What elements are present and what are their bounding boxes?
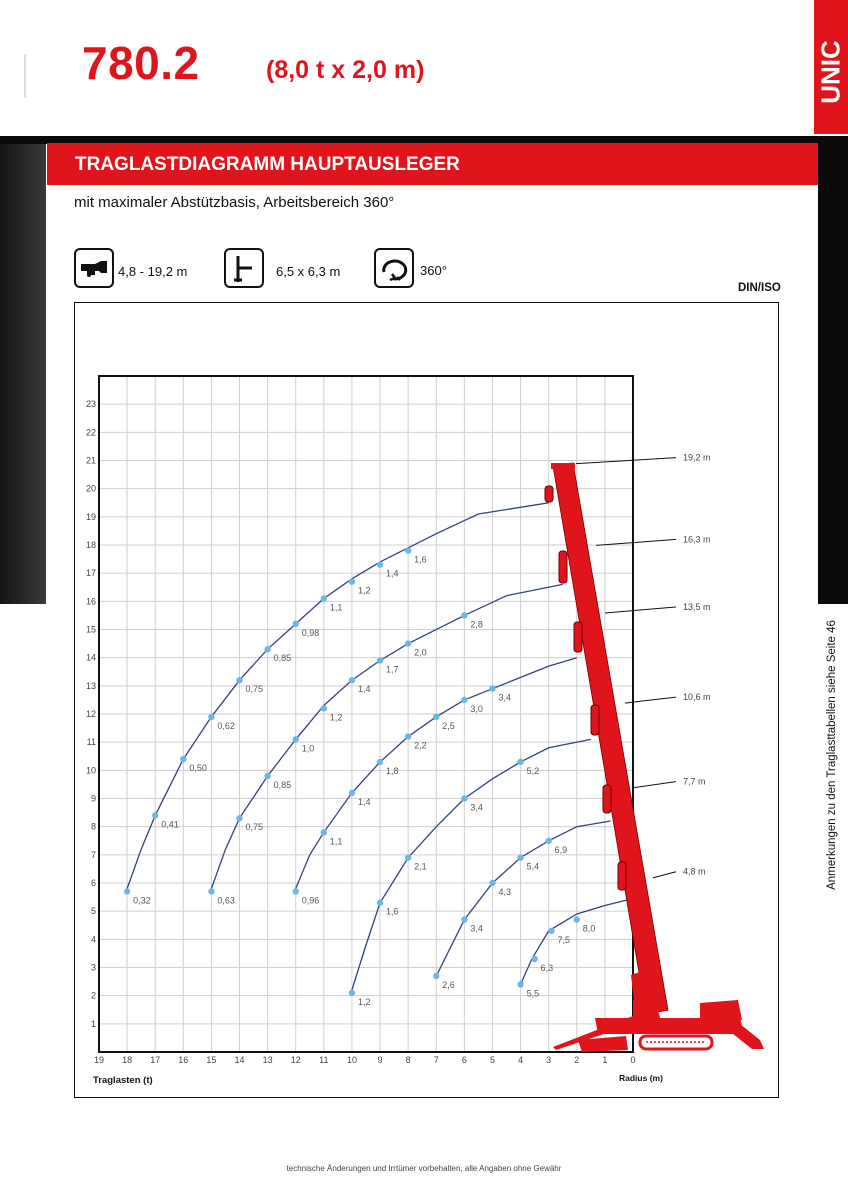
x-tick-label: 4 bbox=[518, 1055, 524, 1065]
model-capacity: (8,0 t x 2,0 m) bbox=[266, 56, 425, 84]
data-point bbox=[349, 990, 355, 996]
data-point bbox=[531, 956, 537, 962]
x-tick-label: 2 bbox=[574, 1055, 580, 1065]
x-tick-label: 6 bbox=[461, 1055, 467, 1065]
point-label: 2,6 bbox=[442, 979, 455, 990]
footer-note: technische Änderungen und Irrtümer vorbehalten, alle Angaben ohne Gewähr bbox=[286, 1164, 562, 1173]
standard-label: DIN/ISO bbox=[738, 282, 781, 294]
data-point bbox=[574, 916, 580, 922]
y-tick-label: 17 bbox=[85, 568, 96, 579]
boom-length-label: 19,2 m bbox=[683, 452, 711, 463]
outrigger-label: 6,5 x 6,3 m bbox=[276, 264, 341, 279]
load-curve bbox=[436, 821, 610, 976]
section-title: TRAGLASTDIAGRAMM HAUPTAUSLEGER bbox=[75, 154, 460, 175]
point-label: 2,5 bbox=[442, 720, 455, 731]
point-label: 0,98 bbox=[301, 627, 320, 638]
data-point bbox=[377, 759, 383, 765]
section-subtitle: mit maximaler Abstützbasis, Arbeitsbereich 360° bbox=[74, 194, 395, 211]
boom-length-label: 4,8 - 19,2 m bbox=[118, 264, 188, 279]
data-point bbox=[293, 888, 299, 894]
y-tick-label: 5 bbox=[90, 906, 96, 917]
data-point bbox=[405, 547, 411, 553]
point-label: 1,8 bbox=[386, 765, 399, 776]
point-label: 4,3 bbox=[498, 887, 511, 897]
data-point bbox=[208, 714, 214, 720]
point-label: 2,2 bbox=[414, 740, 427, 751]
point-label: 0,96 bbox=[301, 895, 320, 906]
x-tick-label: 16 bbox=[178, 1055, 189, 1065]
data-point bbox=[208, 888, 214, 894]
data-point bbox=[180, 756, 186, 762]
point-label: 2,8 bbox=[470, 619, 483, 630]
y-tick-label: 21 bbox=[85, 455, 96, 466]
y-tick-label: 20 bbox=[85, 483, 96, 494]
data-point bbox=[461, 697, 467, 703]
x-tick-label: 1 bbox=[602, 1055, 608, 1065]
x-tick-label: 18 bbox=[122, 1055, 133, 1065]
y-tick-label: 6 bbox=[90, 878, 96, 888]
data-point bbox=[377, 900, 383, 906]
boom-length-label: 16,3 m bbox=[683, 534, 711, 545]
point-label: 3,4 bbox=[470, 923, 483, 934]
point-label: 3,4 bbox=[498, 692, 511, 703]
side-note: Anmerkungen zu den Traglasttabellen siehe Seite 46 bbox=[826, 620, 838, 890]
point-label: 3,4 bbox=[470, 802, 483, 813]
boom-length-label: 4,8 m bbox=[683, 866, 706, 877]
y-tick-label: 19 bbox=[85, 511, 96, 522]
point-label: 1,2 bbox=[357, 585, 371, 596]
data-point bbox=[433, 714, 439, 720]
boom-length-label: 13,5 m bbox=[683, 601, 711, 612]
x-tick-label: 12 bbox=[290, 1055, 301, 1065]
y-tick-label: 7 bbox=[90, 849, 96, 860]
point-label: 3,0 bbox=[470, 703, 483, 714]
data-point bbox=[405, 733, 411, 739]
point-label: 1,0 bbox=[301, 743, 315, 754]
load-curve bbox=[127, 503, 549, 889]
load-curve bbox=[352, 739, 591, 990]
point-label: 1,4 bbox=[357, 684, 371, 695]
boom-length-label: 7,7 m bbox=[683, 776, 706, 787]
x-tick-label: 10 bbox=[346, 1055, 357, 1065]
point-label: 1,7 bbox=[386, 664, 399, 675]
point-label: 5,5 bbox=[526, 988, 540, 999]
data-point bbox=[405, 640, 411, 646]
point-label: 2,0 bbox=[414, 647, 427, 658]
point-label: 7,5 bbox=[557, 934, 571, 945]
data-point bbox=[321, 595, 327, 601]
boom-length-label: 10,6 m bbox=[683, 692, 711, 703]
y-tick-label: 2 bbox=[90, 990, 96, 1001]
boom-length-leader bbox=[596, 539, 676, 545]
point-label: 1,6 bbox=[414, 554, 427, 565]
brand-logo: UNIC bbox=[815, 40, 846, 104]
data-point bbox=[124, 888, 130, 894]
data-point bbox=[349, 677, 355, 683]
y-tick-label: 3 bbox=[90, 962, 96, 973]
data-point bbox=[433, 973, 439, 979]
point-label: 1,4 bbox=[357, 796, 371, 807]
x-tick-label: 3 bbox=[546, 1055, 552, 1065]
point-label: 0,32 bbox=[133, 895, 151, 906]
point-label: 0,85 bbox=[273, 653, 292, 664]
x2-axis-label: Radius (m) bbox=[619, 1073, 663, 1083]
data-point bbox=[461, 612, 467, 618]
data-point bbox=[489, 685, 495, 691]
point-label: 8,0 bbox=[582, 923, 596, 934]
y-tick-label: 23 bbox=[85, 399, 96, 410]
x-tick-label: 14 bbox=[234, 1055, 245, 1065]
model-title: 780.2 bbox=[82, 37, 200, 89]
x-tick-label: 5 bbox=[489, 1055, 495, 1065]
data-point bbox=[349, 578, 355, 584]
data-point bbox=[236, 815, 242, 821]
y-tick-label: 18 bbox=[85, 540, 96, 550]
data-point bbox=[489, 880, 495, 886]
point-label: 6,3 bbox=[540, 963, 554, 974]
x-tick-label: 0 bbox=[630, 1055, 636, 1065]
y-tick-label: 22 bbox=[85, 427, 96, 438]
y-tick-label: 16 bbox=[85, 596, 96, 607]
point-label: 0,63 bbox=[217, 895, 235, 906]
point-label: 2,1 bbox=[414, 861, 427, 872]
point-label: 1,4 bbox=[386, 568, 399, 579]
point-label: 0,62 bbox=[217, 720, 235, 731]
data-point bbox=[321, 829, 327, 835]
data-point bbox=[461, 916, 467, 922]
point-label: 1,6 bbox=[386, 906, 399, 917]
y-tick-label: 15 bbox=[85, 624, 96, 635]
data-point bbox=[293, 736, 299, 742]
point-label: 0,75 bbox=[245, 684, 264, 695]
y-tick-label: 10 bbox=[85, 765, 96, 776]
point-label: 1,1 bbox=[329, 836, 343, 847]
point-label: 0,85 bbox=[273, 779, 292, 790]
x-tick-label: 7 bbox=[433, 1055, 439, 1065]
data-point bbox=[377, 657, 383, 663]
point-label: 5,4 bbox=[526, 861, 540, 872]
data-point bbox=[405, 854, 411, 860]
load-curve bbox=[211, 584, 562, 888]
point-label: 1,2 bbox=[357, 996, 371, 1007]
x-tick-label: 15 bbox=[206, 1055, 217, 1065]
data-point bbox=[349, 790, 355, 796]
data-point bbox=[377, 562, 383, 568]
point-label: 0,75 bbox=[245, 822, 264, 833]
y-tick-label: 4 bbox=[90, 934, 96, 945]
x-tick-label: 11 bbox=[319, 1055, 329, 1065]
data-point bbox=[517, 759, 523, 765]
point-label: 5,2 bbox=[526, 765, 540, 776]
y-tick-label: 14 bbox=[85, 652, 96, 663]
x-tick-label: 17 bbox=[150, 1055, 161, 1065]
y-tick-label: 9 bbox=[90, 793, 96, 804]
data-point bbox=[321, 705, 327, 711]
point-label: 0,50 bbox=[189, 763, 207, 774]
x-tick-label: 8 bbox=[405, 1055, 411, 1065]
x-tick-label: 13 bbox=[262, 1055, 273, 1065]
data-point bbox=[461, 795, 467, 801]
y-tick-label: 1 bbox=[90, 1018, 96, 1029]
data-point bbox=[293, 621, 299, 627]
data-point bbox=[264, 773, 270, 779]
point-label: 1,2 bbox=[329, 712, 343, 723]
boom-length-leader bbox=[653, 872, 676, 878]
data-point bbox=[548, 928, 554, 934]
data-point bbox=[517, 854, 523, 860]
rotation-label: 360° bbox=[420, 263, 447, 278]
load-curve bbox=[521, 900, 628, 985]
point-label: 0,41 bbox=[161, 819, 179, 830]
data-point bbox=[152, 812, 158, 818]
y-tick-label: 11 bbox=[86, 737, 96, 748]
boom-length-leader bbox=[634, 782, 676, 788]
boom-length-leader bbox=[605, 607, 676, 613]
data-point bbox=[545, 838, 551, 844]
point-label: 1,1 bbox=[329, 602, 343, 613]
x-tick-label: 9 bbox=[377, 1055, 383, 1065]
y-tick-label: 13 bbox=[85, 680, 96, 691]
x-axis-label: Traglasten (t) bbox=[93, 1075, 153, 1086]
y-tick-label: 8 bbox=[90, 821, 96, 832]
data-point bbox=[264, 646, 270, 652]
data-point bbox=[517, 981, 523, 987]
crane-illustration bbox=[545, 463, 764, 1052]
point-label: 6,9 bbox=[554, 844, 568, 855]
y-tick-label: 12 bbox=[85, 709, 96, 719]
x-tick-label: 19 bbox=[93, 1055, 105, 1065]
data-point bbox=[236, 677, 242, 683]
